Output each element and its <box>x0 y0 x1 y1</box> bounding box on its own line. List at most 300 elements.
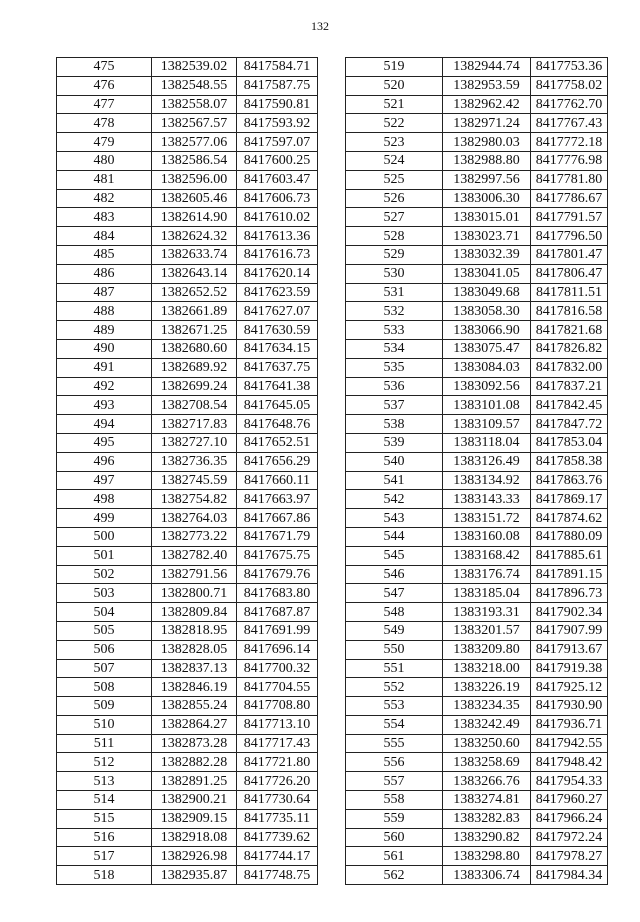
y-coordinate-cell: 8417832.00 <box>531 358 608 377</box>
table-row <box>346 58 608 77</box>
y-coordinate-cell: 8417960.27 <box>531 791 608 810</box>
x-coordinate-cell: 1383075.47 <box>443 339 531 358</box>
x-coordinate-cell: 1383023.71 <box>443 227 531 246</box>
point-number-cell: 532 <box>346 302 443 321</box>
x-coordinate-cell: 1382614.90 <box>152 208 237 227</box>
y-coordinate-cell: 8417696.14 <box>237 640 318 659</box>
point-number-cell: 554 <box>346 715 443 734</box>
y-coordinate-cell: 8417587.75 <box>237 76 318 95</box>
table-row <box>57 715 318 734</box>
point-number-cell: 499 <box>57 509 152 528</box>
point-number-cell: 487 <box>57 283 152 302</box>
y-coordinate-cell: 8417735.11 <box>237 809 318 828</box>
y-coordinate-cell: 8417641.38 <box>237 377 318 396</box>
y-coordinate-cell: 8417925.12 <box>531 678 608 697</box>
table-row <box>57 828 318 847</box>
point-number-cell: 531 <box>346 283 443 302</box>
table-row <box>57 621 318 640</box>
y-coordinate-cell: 8417902.34 <box>531 603 608 622</box>
x-coordinate-cell: 1382953.59 <box>443 76 531 95</box>
table-row <box>57 603 318 622</box>
x-coordinate-cell: 1383209.80 <box>443 640 531 659</box>
y-coordinate-cell: 8417683.80 <box>237 584 318 603</box>
x-coordinate-cell: 1383306.74 <box>443 866 531 885</box>
x-coordinate-cell: 1382846.19 <box>152 678 237 697</box>
y-coordinate-cell: 8417603.47 <box>237 170 318 189</box>
y-coordinate-cell: 8417954.33 <box>531 772 608 791</box>
point-number-cell: 475 <box>57 58 152 77</box>
table-row <box>57 415 318 434</box>
point-number-cell: 481 <box>57 170 152 189</box>
y-coordinate-cell: 8417863.76 <box>531 471 608 490</box>
point-number-cell: 511 <box>57 734 152 753</box>
point-number-cell: 490 <box>57 339 152 358</box>
y-coordinate-cell: 8417842.45 <box>531 396 608 415</box>
x-coordinate-cell: 1383134.92 <box>443 471 531 490</box>
x-coordinate-cell: 1382997.56 <box>443 170 531 189</box>
y-coordinate-cell: 8417708.80 <box>237 697 318 716</box>
table-row <box>346 678 608 697</box>
table-row <box>57 58 318 77</box>
table-row <box>346 433 608 452</box>
y-coordinate-cell: 8417584.71 <box>237 58 318 77</box>
y-coordinate-cell: 8417667.86 <box>237 509 318 528</box>
point-number-cell: 536 <box>346 377 443 396</box>
table-row <box>57 133 318 152</box>
y-coordinate-cell: 8417913.67 <box>531 640 608 659</box>
point-number-cell: 495 <box>57 433 152 452</box>
x-coordinate-cell: 1382855.24 <box>152 697 237 716</box>
x-coordinate-cell: 1382567.57 <box>152 114 237 133</box>
point-number-cell: 529 <box>346 245 443 264</box>
point-number-cell: 557 <box>346 772 443 791</box>
point-number-cell: 559 <box>346 809 443 828</box>
point-number-cell: 540 <box>346 452 443 471</box>
point-number-cell: 555 <box>346 734 443 753</box>
table-row <box>57 114 318 133</box>
y-coordinate-cell: 8417739.62 <box>237 828 318 847</box>
table-row <box>346 734 608 753</box>
table-row <box>57 490 318 509</box>
table-row <box>346 509 608 528</box>
table-row <box>346 715 608 734</box>
table-row <box>346 640 608 659</box>
point-number-cell: 544 <box>346 527 443 546</box>
y-coordinate-cell: 8417713.10 <box>237 715 318 734</box>
x-coordinate-cell: 1382745.59 <box>152 471 237 490</box>
point-number-cell: 476 <box>57 76 152 95</box>
x-coordinate-cell: 1382800.71 <box>152 584 237 603</box>
x-coordinate-cell: 1382809.84 <box>152 603 237 622</box>
table-row <box>346 772 608 791</box>
x-coordinate-cell: 1382782.40 <box>152 546 237 565</box>
point-number-cell: 502 <box>57 565 152 584</box>
x-coordinate-cell: 1382828.05 <box>152 640 237 659</box>
page-number: 132 <box>311 19 329 33</box>
y-coordinate-cell: 8417730.64 <box>237 791 318 810</box>
point-number-cell: 553 <box>346 697 443 716</box>
y-coordinate-cell: 8417891.15 <box>531 565 608 584</box>
y-coordinate-cell: 8417936.71 <box>531 715 608 734</box>
point-number-cell: 561 <box>346 847 443 866</box>
y-coordinate-cell: 8417796.50 <box>531 227 608 246</box>
y-coordinate-cell: 8417930.90 <box>531 697 608 716</box>
point-number-cell: 522 <box>346 114 443 133</box>
y-coordinate-cell: 8417645.05 <box>237 396 318 415</box>
point-number-cell: 519 <box>346 58 443 77</box>
x-coordinate-cell: 1383118.04 <box>443 433 531 452</box>
table-row <box>57 283 318 302</box>
x-coordinate-cell: 1383226.19 <box>443 678 531 697</box>
point-number-cell: 510 <box>57 715 152 734</box>
y-coordinate-cell: 8417919.38 <box>531 659 608 678</box>
x-coordinate-cell: 1382548.55 <box>152 76 237 95</box>
point-number-cell: 500 <box>57 527 152 546</box>
y-coordinate-cell: 8417687.87 <box>237 603 318 622</box>
x-coordinate-cell: 1383274.81 <box>443 791 531 810</box>
y-coordinate-cell: 8417704.55 <box>237 678 318 697</box>
table-row <box>57 189 318 208</box>
table-row <box>57 565 318 584</box>
point-number-cell: 493 <box>57 396 152 415</box>
x-coordinate-cell: 1382699.24 <box>152 377 237 396</box>
x-coordinate-cell: 1383218.00 <box>443 659 531 678</box>
table-row <box>346 170 608 189</box>
x-coordinate-cell: 1383101.08 <box>443 396 531 415</box>
table-row <box>346 321 608 340</box>
table-row <box>346 189 608 208</box>
table-row <box>57 527 318 546</box>
point-number-cell: 523 <box>346 133 443 152</box>
x-coordinate-cell: 1383290.82 <box>443 828 531 847</box>
point-number-cell: 494 <box>57 415 152 434</box>
x-coordinate-cell: 1383298.80 <box>443 847 531 866</box>
table-row <box>57 809 318 828</box>
table-row <box>346 621 608 640</box>
point-number-cell: 521 <box>346 95 443 114</box>
point-number-cell: 491 <box>57 358 152 377</box>
x-coordinate-cell: 1382596.00 <box>152 170 237 189</box>
point-number-cell: 480 <box>57 151 152 170</box>
point-number-cell: 512 <box>57 753 152 772</box>
table-row <box>346 339 608 358</box>
y-coordinate-cell: 8417972.24 <box>531 828 608 847</box>
point-number-cell: 539 <box>346 433 443 452</box>
table-row <box>57 433 318 452</box>
table-row <box>346 584 608 603</box>
y-coordinate-cell: 8417885.61 <box>531 546 608 565</box>
table-row <box>346 151 608 170</box>
y-coordinate-cell: 8417597.07 <box>237 133 318 152</box>
table-row <box>57 640 318 659</box>
point-number-cell: 504 <box>57 603 152 622</box>
table-row <box>57 734 318 753</box>
y-coordinate-cell: 8417767.43 <box>531 114 608 133</box>
point-number-cell: 528 <box>346 227 443 246</box>
point-number-cell: 548 <box>346 603 443 622</box>
point-number-cell: 489 <box>57 321 152 340</box>
y-coordinate-cell: 8417776.98 <box>531 151 608 170</box>
table-row <box>57 358 318 377</box>
point-number-cell: 550 <box>346 640 443 659</box>
x-coordinate-cell: 1382605.46 <box>152 189 237 208</box>
y-coordinate-cell: 8417858.38 <box>531 452 608 471</box>
x-coordinate-cell: 1383006.30 <box>443 189 531 208</box>
point-number-cell: 534 <box>346 339 443 358</box>
table-row <box>57 509 318 528</box>
y-coordinate-cell: 8417907.99 <box>531 621 608 640</box>
x-coordinate-cell: 1383058.30 <box>443 302 531 321</box>
x-coordinate-cell: 1382980.03 <box>443 133 531 152</box>
y-coordinate-cell: 8417896.73 <box>531 584 608 603</box>
x-coordinate-cell: 1382680.60 <box>152 339 237 358</box>
x-coordinate-cell: 1383193.31 <box>443 603 531 622</box>
point-number-cell: 542 <box>346 490 443 509</box>
table-row <box>57 584 318 603</box>
y-coordinate-cell: 8417634.15 <box>237 339 318 358</box>
table-row <box>57 208 318 227</box>
point-number-cell: 524 <box>346 151 443 170</box>
table-row <box>346 791 608 810</box>
x-coordinate-cell: 1382818.95 <box>152 621 237 640</box>
x-coordinate-cell: 1382773.22 <box>152 527 237 546</box>
point-number-cell: 492 <box>57 377 152 396</box>
y-coordinate-cell: 8417652.51 <box>237 433 318 452</box>
table-row <box>346 283 608 302</box>
y-coordinate-cell: 8417781.80 <box>531 170 608 189</box>
y-coordinate-cell: 8417675.75 <box>237 546 318 565</box>
y-coordinate-cell: 8417826.82 <box>531 339 608 358</box>
table-row <box>346 471 608 490</box>
x-coordinate-cell: 1382558.07 <box>152 95 237 114</box>
y-coordinate-cell: 8417821.68 <box>531 321 608 340</box>
table-row <box>346 809 608 828</box>
table-row <box>346 396 608 415</box>
x-coordinate-cell: 1383126.49 <box>443 452 531 471</box>
y-coordinate-cell: 8417717.43 <box>237 734 318 753</box>
y-coordinate-cell: 8417600.25 <box>237 151 318 170</box>
x-coordinate-cell: 1382539.02 <box>152 58 237 77</box>
y-coordinate-cell: 8417620.14 <box>237 264 318 283</box>
point-number-cell: 560 <box>346 828 443 847</box>
x-coordinate-cell: 1383282.83 <box>443 809 531 828</box>
table-row <box>346 490 608 509</box>
point-number-cell: 538 <box>346 415 443 434</box>
y-coordinate-cell: 8417606.73 <box>237 189 318 208</box>
table-row <box>57 396 318 415</box>
table-row <box>57 321 318 340</box>
x-coordinate-cell: 1382918.08 <box>152 828 237 847</box>
x-coordinate-cell: 1382909.15 <box>152 809 237 828</box>
table-row <box>346 133 608 152</box>
y-coordinate-cell: 8417758.02 <box>531 76 608 95</box>
y-coordinate-cell: 8417874.62 <box>531 509 608 528</box>
x-coordinate-cell: 1383092.56 <box>443 377 531 396</box>
table-row <box>57 151 318 170</box>
y-coordinate-cell: 8417671.79 <box>237 527 318 546</box>
table-row <box>57 791 318 810</box>
point-number-cell: 514 <box>57 791 152 810</box>
table-row <box>346 95 608 114</box>
point-number-cell: 483 <box>57 208 152 227</box>
point-number-cell: 546 <box>346 565 443 584</box>
table-row <box>346 76 608 95</box>
y-coordinate-cell: 8417660.11 <box>237 471 318 490</box>
table-row <box>346 264 608 283</box>
point-number-cell: 562 <box>346 866 443 885</box>
x-coordinate-cell: 1383185.04 <box>443 584 531 603</box>
x-coordinate-cell: 1382926.98 <box>152 847 237 866</box>
x-coordinate-cell: 1382652.52 <box>152 283 237 302</box>
point-number-cell: 488 <box>57 302 152 321</box>
y-coordinate-cell: 8417880.09 <box>531 527 608 546</box>
table-row <box>346 302 608 321</box>
point-number-cell: 537 <box>346 396 443 415</box>
point-number-cell: 496 <box>57 452 152 471</box>
table-row <box>57 170 318 189</box>
table-row <box>346 245 608 264</box>
y-coordinate-cell: 8417726.20 <box>237 772 318 791</box>
table-row <box>57 678 318 697</box>
point-number-cell: 506 <box>57 640 152 659</box>
x-coordinate-cell: 1383201.57 <box>443 621 531 640</box>
x-coordinate-cell: 1383242.49 <box>443 715 531 734</box>
point-number-cell: 535 <box>346 358 443 377</box>
x-coordinate-cell: 1382717.83 <box>152 415 237 434</box>
point-number-cell: 479 <box>57 133 152 152</box>
point-number-cell: 549 <box>346 621 443 640</box>
x-coordinate-cell: 1382736.35 <box>152 452 237 471</box>
y-coordinate-cell: 8417806.47 <box>531 264 608 283</box>
x-coordinate-cell: 1382624.32 <box>152 227 237 246</box>
y-coordinate-cell: 8417948.42 <box>531 753 608 772</box>
point-number-cell: 497 <box>57 471 152 490</box>
point-number-cell: 556 <box>346 753 443 772</box>
table-row <box>346 697 608 716</box>
table-row <box>346 565 608 584</box>
y-coordinate-cell: 8417721.80 <box>237 753 318 772</box>
x-coordinate-cell: 1382891.25 <box>152 772 237 791</box>
y-coordinate-cell: 8417811.51 <box>531 283 608 302</box>
y-coordinate-cell: 8417744.17 <box>237 847 318 866</box>
x-coordinate-cell: 1382864.27 <box>152 715 237 734</box>
point-number-cell: 518 <box>57 866 152 885</box>
point-number-cell: 551 <box>346 659 443 678</box>
x-coordinate-cell: 1383066.90 <box>443 321 531 340</box>
table-row <box>346 603 608 622</box>
x-coordinate-cell: 1383266.76 <box>443 772 531 791</box>
x-coordinate-cell: 1382689.92 <box>152 358 237 377</box>
table-row <box>346 452 608 471</box>
point-number-cell: 541 <box>346 471 443 490</box>
x-coordinate-cell: 1382988.80 <box>443 151 531 170</box>
point-number-cell: 547 <box>346 584 443 603</box>
y-coordinate-cell: 8417616.73 <box>237 245 318 264</box>
x-coordinate-cell: 1382708.54 <box>152 396 237 415</box>
table-row <box>346 659 608 678</box>
x-coordinate-cell: 1383041.05 <box>443 264 531 283</box>
x-coordinate-cell: 1383015.01 <box>443 208 531 227</box>
point-number-cell: 503 <box>57 584 152 603</box>
point-number-cell: 545 <box>346 546 443 565</box>
point-number-cell: 525 <box>346 170 443 189</box>
x-coordinate-cell: 1382791.56 <box>152 565 237 584</box>
table-row <box>57 227 318 246</box>
table-row <box>57 753 318 772</box>
x-coordinate-cell: 1383143.33 <box>443 490 531 509</box>
x-coordinate-cell: 1383109.57 <box>443 415 531 434</box>
table-row <box>57 471 318 490</box>
y-coordinate-cell: 8417762.70 <box>531 95 608 114</box>
table-row <box>57 772 318 791</box>
y-coordinate-cell: 8417648.76 <box>237 415 318 434</box>
point-number-cell: 533 <box>346 321 443 340</box>
y-coordinate-cell: 8417978.27 <box>531 847 608 866</box>
x-coordinate-cell: 1383234.35 <box>443 697 531 716</box>
table-row <box>346 415 608 434</box>
y-coordinate-cell: 8417753.36 <box>531 58 608 77</box>
table-row <box>57 76 318 95</box>
y-coordinate-cell: 8417942.55 <box>531 734 608 753</box>
table-row <box>346 527 608 546</box>
table-row <box>346 753 608 772</box>
y-coordinate-cell: 8417966.24 <box>531 809 608 828</box>
table-row <box>346 546 608 565</box>
point-number-cell: 527 <box>346 208 443 227</box>
point-number-cell: 516 <box>57 828 152 847</box>
table-row <box>346 208 608 227</box>
table-row <box>346 866 608 885</box>
y-coordinate-cell: 8417984.34 <box>531 866 608 885</box>
x-coordinate-cell: 1382900.21 <box>152 791 237 810</box>
y-coordinate-cell: 8417590.81 <box>237 95 318 114</box>
y-coordinate-cell: 8417853.04 <box>531 433 608 452</box>
y-coordinate-cell: 8417623.59 <box>237 283 318 302</box>
point-number-cell: 508 <box>57 678 152 697</box>
point-number-cell: 513 <box>57 772 152 791</box>
y-coordinate-cell: 8417801.47 <box>531 245 608 264</box>
table-row <box>346 227 608 246</box>
x-coordinate-cell: 1383250.60 <box>443 734 531 753</box>
x-coordinate-cell: 1382643.14 <box>152 264 237 283</box>
table-row <box>346 358 608 377</box>
x-coordinate-cell: 1382671.25 <box>152 321 237 340</box>
y-coordinate-cell: 8417837.21 <box>531 377 608 396</box>
x-coordinate-cell: 1383049.68 <box>443 283 531 302</box>
x-coordinate-cell: 1383151.72 <box>443 509 531 528</box>
coordinates-table-right <box>345 57 608 885</box>
point-number-cell: 520 <box>346 76 443 95</box>
point-number-cell: 505 <box>57 621 152 640</box>
point-number-cell: 530 <box>346 264 443 283</box>
table-row <box>57 245 318 264</box>
x-coordinate-cell: 1383032.39 <box>443 245 531 264</box>
table-row <box>57 264 318 283</box>
x-coordinate-cell: 1382661.89 <box>152 302 237 321</box>
y-coordinate-cell: 8417679.76 <box>237 565 318 584</box>
x-coordinate-cell: 1382764.03 <box>152 509 237 528</box>
point-number-cell: 485 <box>57 245 152 264</box>
y-coordinate-cell: 8417610.02 <box>237 208 318 227</box>
x-coordinate-cell: 1382633.74 <box>152 245 237 264</box>
point-number-cell: 484 <box>57 227 152 246</box>
point-number-cell: 543 <box>346 509 443 528</box>
table-row <box>346 828 608 847</box>
y-coordinate-cell: 8417869.17 <box>531 490 608 509</box>
y-coordinate-cell: 8417637.75 <box>237 358 318 377</box>
table-row <box>57 452 318 471</box>
table-row <box>57 847 318 866</box>
